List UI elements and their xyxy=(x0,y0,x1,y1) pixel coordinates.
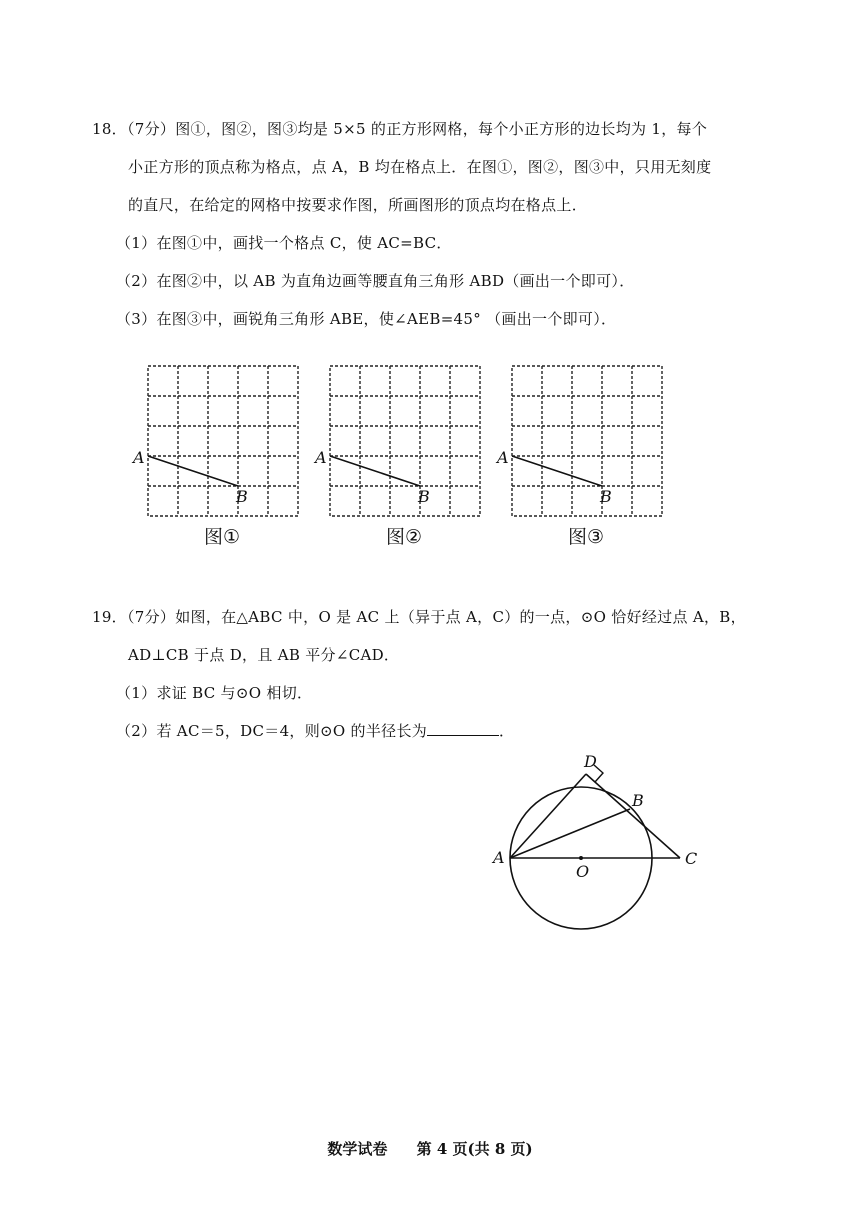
grid3-label-a: A xyxy=(497,448,509,467)
figure-label-c: C xyxy=(685,849,698,868)
q18-part2: （2）在图②中，以 AB 为直角边画等腰直角三角形 ABD（画出一个即可）． xyxy=(116,272,635,290)
grid2-label-b: B xyxy=(418,487,430,506)
circle-triangle-figure xyxy=(490,745,710,945)
grid1-label-a: A xyxy=(133,448,145,467)
segment-ab xyxy=(330,456,420,486)
q18-intro-line2: 小正方形的顶点称为格点，点 A，B 均在格点上．在图①，图②，图③中，只用无刻度 xyxy=(128,158,712,176)
q19-intro-line2: AD⊥CB 于点 D，且 AB 平分∠CAD． xyxy=(128,646,400,664)
q19-part2-prefix: （2）若 AC＝5，DC＝4，则⊙O 的半径长为 xyxy=(116,722,428,740)
segment-ad xyxy=(510,774,586,858)
grid2-label-a: A xyxy=(315,448,327,467)
q18-part1: （1）在图①中，画找一个格点 C，使 AC=BC． xyxy=(116,234,452,252)
q19-part2-suffix: ． xyxy=(499,722,515,740)
q19-part1: （1）求证 BC 与⊙O 相切． xyxy=(116,684,313,702)
segment-ab xyxy=(510,809,630,858)
figure-label-o: O xyxy=(576,862,590,881)
grid3-label-b: B xyxy=(600,487,612,506)
q18-intro-line3: 的直尺，在给定的网格中按要求作图，所画图形的顶点均在格点上． xyxy=(128,196,588,214)
figure-label-a: A xyxy=(493,848,505,867)
segment-dc xyxy=(586,774,680,858)
answer-blank xyxy=(427,721,499,736)
q18-intro-line1: 18．（7分）图①，图②，图③均是 5×5 的正方形网格，每个小正方形的边长均为 1，每个 xyxy=(92,120,708,138)
grid1-caption: 图① xyxy=(204,526,241,548)
grid1-label-b: B xyxy=(236,487,248,506)
q19-intro-line1: 19．（7分）如图，在△ABC 中，O 是 AC 上（异于点 A，C）的一点，⊙O 恰好经过点 A，B， xyxy=(92,608,746,626)
page-footer xyxy=(0,1138,860,1159)
segment-ab xyxy=(512,456,602,486)
grid-figure-1 xyxy=(133,366,300,518)
footer-subject: 数学试卷 xyxy=(327,1140,388,1158)
footer-page-number: 第 4 页(共 8 页) xyxy=(416,1140,533,1158)
figure-label-d: D xyxy=(584,752,597,771)
figure-label-b: B xyxy=(632,791,644,810)
segment-ab xyxy=(148,456,238,486)
grid-figure-3 xyxy=(497,366,664,518)
q19-part2 xyxy=(116,720,514,741)
grid-figure-2 xyxy=(315,366,482,518)
grid3-caption: 图③ xyxy=(568,526,605,548)
grid2-caption: 图② xyxy=(386,526,423,548)
center-point xyxy=(579,856,583,860)
q18-part3: （3）在图③中，画锐角三角形 ABE，使∠AEB=45° （画出一个即可）． xyxy=(116,310,617,328)
